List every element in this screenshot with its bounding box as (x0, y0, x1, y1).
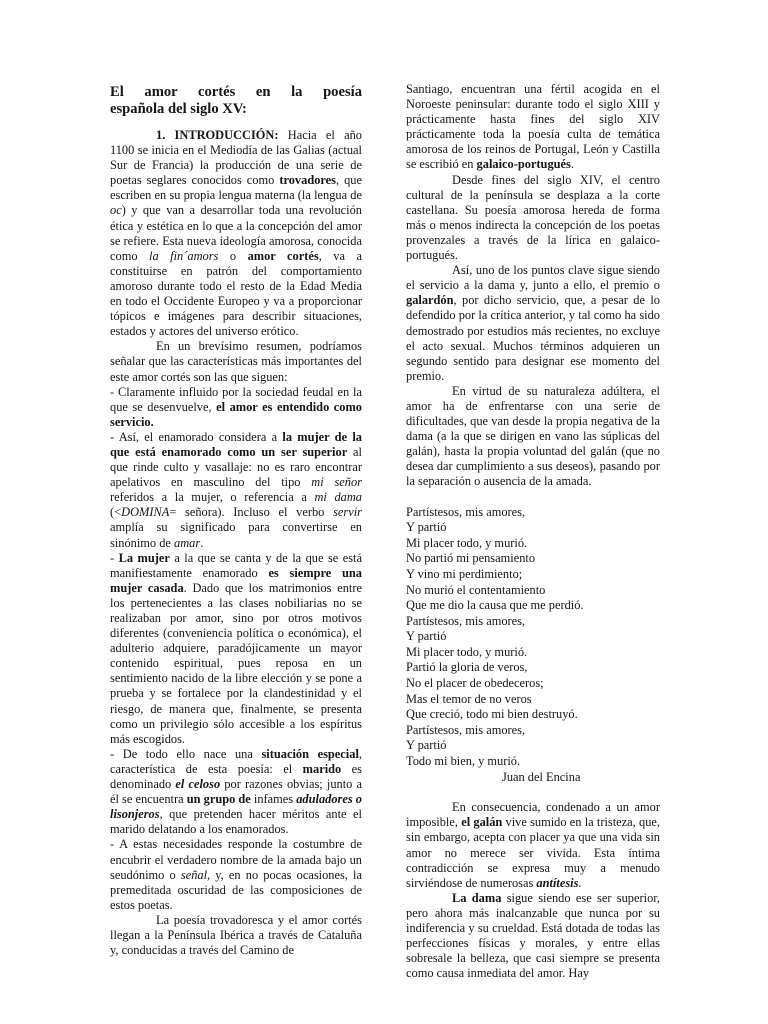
intro-text: , va a constituirse en patrón del comportamiento amoroso durante todo el resto de la Edad Media en todo el Occidente Europeo y va a proporcionar tópicos e imágenes para describir situaciones, estados y actores del universo erótico. (110, 248, 362, 339)
poem-block (406, 505, 660, 786)
term-galardon: galardón (406, 293, 454, 308)
term-amar: amar (174, 535, 201, 550)
feature-text: - A estas necesidades responde la costumbre de encubrir el verdadero nombre de la amada bajo un seudónimo o (110, 837, 362, 882)
feature-emphasis: es siempre una mujer casada (110, 565, 362, 595)
corte-paragraph: Desde fines del siglo XIV, el centro cultural de la península se desplaza a la corte castellana. Su poesía amorosa hereda de forma más o menos indirecta la concepción de los poetas provenzales a través de la lírica en galaico-portugués. (406, 172, 660, 263)
feature-text: . Dado que los matrimonios entre los pertenecientes a las clases nobiliarias no se realizaban por amor, sino por otros motivos diferentes (conveniencia política o económica), el adulterio adquiere, paradójicamente un mayor contenido espiritual, pues reposa en un sentimiento nacido de la libre elección y se pone a prueba y se fortalece por la clandestinidad y el riesgo, de manera que, finalmente, se presenta como un privilegio sólo accesible a los espíritus más escogidos. (110, 580, 362, 746)
feature-text: es denominado (110, 761, 363, 792)
feature-text: (< (110, 505, 122, 520)
term-domina: DOMINA (121, 505, 170, 520)
paragraph-text: . (570, 157, 574, 172)
feature-text: a la que se canta y de la que se está manifiestamente enamorado (110, 550, 362, 580)
term-el-galan: el galán (461, 815, 503, 830)
feature-item-4 (110, 747, 362, 838)
feature-text: , que pretenden hacer méritos ante el marido delatando a los enamorados. (110, 807, 362, 837)
poem-line: No el placer de obedeceros; (406, 676, 544, 691)
feature-emphasis: situación especial (261, 746, 359, 761)
poem-line: Partístesos, mis amores, (406, 722, 526, 737)
feature-text: al que rinde culto y vasallaje: no es raro encontrar apelativos en masculino del tipo (110, 444, 362, 490)
feature-text: = señora). Incluso el verbo (169, 505, 334, 520)
dificultades-paragraph: En virtud de su naturaleza adúltera, el amor ha de enfrentarse con una serie de dificultades, que van desde la propia negativa de la dama (a la que se dirigen en vano las súplicas del galán), hasta la propia voluntad del galán (que no desea dar cumplimiento a sus deseos), pasando por la separación o ausencia de la amada. (406, 383, 660, 489)
poem-line: Que me dio la causa que me perdió. (406, 598, 584, 613)
term-servir: servir (333, 505, 362, 520)
right-column (406, 82, 660, 981)
term-galaico-portugues: galaico-portugués (476, 157, 571, 172)
poem-line: Todo mi bien, y murió. (406, 754, 521, 769)
poem-line: Y partió (406, 629, 447, 644)
paragraph-text: , por dicho servicio, que, a pesar de lo defendido por la crítica anterior, y tal como ha sido demostrado por estudios más recientes, no excluye el acto sexual. Muchos términos adquieren un segundo sentido para designar ese momento del premio. (406, 293, 660, 383)
paragraph-text: vive sumido en la tristeza, que, sin embargo, acepta con placer ya que una vida sin amor no merece ser vivida. Esta íntima contradicción se expresa muy a menudo sirviéndose de numerosas (406, 815, 660, 890)
poem-line: Partístesos, mis amores, (406, 504, 526, 519)
poem-line: Partió la gloria de veros, (406, 660, 528, 675)
term-el-celoso: el celoso (175, 777, 221, 792)
poem-line: Partístesos, mis amores, (406, 613, 526, 628)
paragraph-text: Santiago, encuentran una fértil acogida en el Noroeste peninsular: durante todo el siglo XIII y prácticamente hasta fines del siglo XIV prácticamente toda la poesía culta de temática amorosa de los reinos de Portugal, León y Castilla se escribió en (406, 82, 660, 172)
feature-text: - De todo ello nace una (110, 746, 262, 761)
feature-emphasis: un grupo de (186, 792, 251, 807)
feature-text: - Claramente influido por la sociedad feudal en la que se desenvuelve, (110, 384, 362, 414)
feature-text: . (200, 535, 204, 550)
poem-line: No murió el contentamiento (406, 582, 546, 597)
paragraph-text: . (578, 875, 582, 890)
intro-text: o (218, 248, 248, 263)
term-oc: oc (110, 203, 122, 218)
trovadoresca-paragraph: La poesía trovadoresca y el amor cortés llegan a la Península Ibérica a través de Cataluña y, conducidas a través del Camino de (110, 912, 362, 958)
intro-heading: 1. INTRODUCCIÓN: (156, 128, 279, 142)
paragraph-text: sigue siendo ese ser superior, pero ahora más inalcanzable que nunca por su indiferencia y su crueldad. Está dotada de todas las perfecciones físicas y morales, y entre ellas sobresale la belleza, que casi siempre se presenta como causa inmediata del amor. Hay (406, 890, 660, 981)
feature-item-3 (110, 551, 362, 747)
feature-text: - (110, 550, 119, 565)
spacer (406, 490, 660, 505)
term-aduladores: aduladores o lisonjeros (110, 792, 362, 822)
feature-item-1 (110, 385, 362, 430)
poem-line: Mi placer todo, y murió. (406, 535, 528, 550)
feature-text: referidos a la mujer, o referencia a (110, 490, 315, 505)
term-la-dama: La dama (452, 890, 502, 905)
term-fin-amors: la fin´amors (149, 248, 219, 263)
feature-text: por razones obvias; junto a él se encuentra (110, 777, 362, 807)
term-mi-senor: mi señor (311, 475, 362, 490)
poem-author: Juan del Encina (502, 769, 581, 784)
poem-line: Que creció, todo mi bien destruyó. (406, 707, 578, 722)
title-line-1: El amor cortés en la poesía (110, 84, 362, 100)
feature-text: infames (250, 792, 297, 807)
title-line-2: española del siglo XV: (110, 101, 247, 117)
poem-line: Mi placer todo, y murió. (406, 644, 528, 659)
intro-paragraph (110, 128, 362, 339)
feature-emphasis: La mujer (118, 550, 170, 565)
poem-line: Y partió (406, 520, 447, 535)
feature-text: , característica de esta poesía: el (110, 746, 362, 776)
feature-emphasis: el amor es entendido como servicio. (110, 399, 363, 429)
feature-text: , y, en no pocas ocasiones, la premeditada oscuridad de las composiciones de estos poetas. (110, 867, 362, 912)
poem-line: Y vino mi perdimiento; (406, 566, 523, 581)
poem-line: Mas el temor de no veros (406, 691, 532, 706)
feature-emphasis: la mujer de la que está enamorado como un ser superior (110, 429, 362, 459)
feature-text: - Así, el enamorado considera a (110, 429, 283, 444)
galan-paragraph (406, 800, 660, 891)
term-antitesis: antítesis (536, 875, 579, 890)
intro-text: ) y que van a desarrollar toda una revolución ética y estética en lo que a la concepción del amor se refiere. Esta nueva ideología amorosa, conocida como (110, 203, 362, 263)
term-trovadores: trovadores (279, 173, 336, 188)
intro-text: , que escriben en su propia lengua materna (la lengua de (110, 173, 362, 203)
document-title (110, 84, 362, 118)
galardon-paragraph (406, 263, 660, 384)
feature-text: amplía su significado para convertirse en sinónimo de (110, 520, 362, 550)
poem-line: Y partió (406, 738, 447, 753)
intro-text: Hacia el año 1100 se inicia en el Mediodía de las Galias (actual Sur de Francia) la producción de una serie de poetas seglares conocidos como (110, 128, 362, 188)
feature-item-2 (110, 430, 362, 551)
spacer (406, 785, 660, 800)
feature-item-5 (110, 837, 362, 912)
term-mi-dama: mi dama (314, 490, 362, 505)
summary-paragraph: En un brevísimo resumen, podríamos señalar que las características más importantes del este amor cortés son las que siguen: (110, 339, 362, 384)
paragraph-text: Así, uno de los puntos clave sigue siendo el servicio a la dama y, junto a ello, el premio o (406, 263, 660, 293)
dama-paragraph (406, 891, 660, 982)
left-column (110, 128, 362, 958)
term-senal: señal (180, 867, 208, 882)
galaico-paragraph (406, 82, 660, 173)
poem-line: No partió mi pensamiento (406, 551, 536, 566)
paragraph-text: En consecuencia, condenado a un amor imposible, (406, 800, 660, 830)
feature-emphasis: marido (302, 761, 342, 776)
term-amor-cortes: amor cortés (247, 248, 319, 263)
